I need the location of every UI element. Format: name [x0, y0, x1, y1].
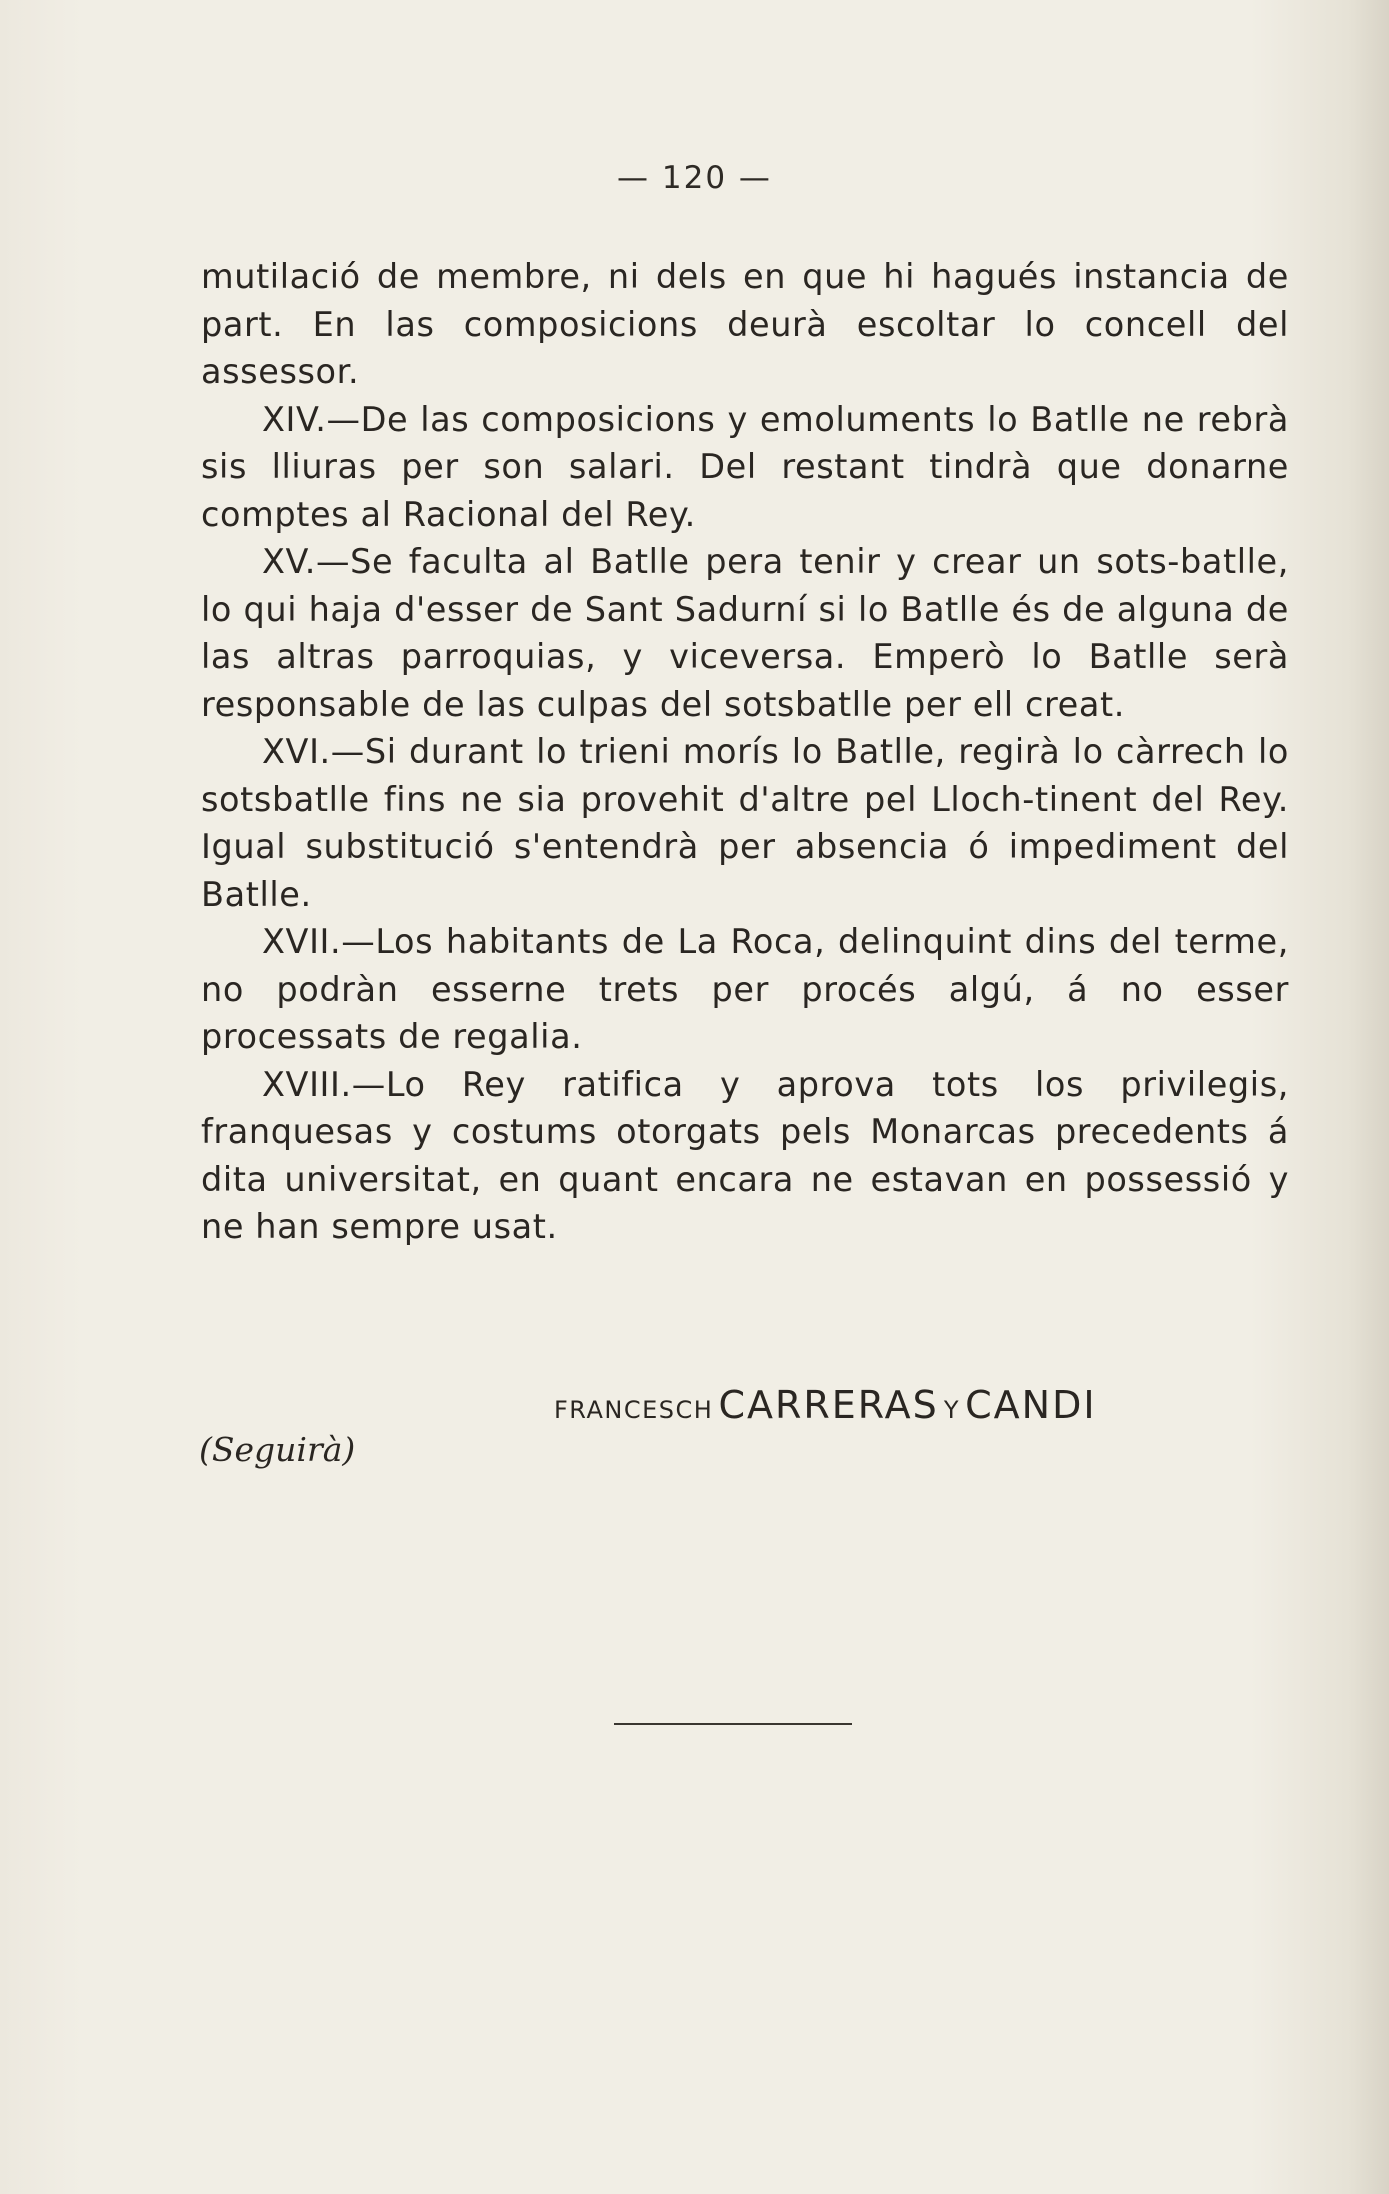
paragraph-xvi: XVI.—Si durant lo trieni morís lo Batlle, regirà lo càrrech lo sotsbatlle fins ne sia provehit d'altre pel Lloch-tinent del Rey. Igual substitució s'entendrà per absencia ó impediment del Batlle.: [201, 732, 1289, 914]
paragraph-continuation: mutilació de membre, ni dels en que hi hagués instancia de part. En las composicions deurà escoltar lo concell del assessor.: [201, 257, 1289, 391]
body-text: [201, 253, 1289, 1251]
paragraph-xiv: XIV.—De las composicions y emoluments lo Batlle ne rebrà sis lliuras per son salari. Del restant tindrà que donarne comptes al Racional del Rey.: [201, 399, 1289, 534]
paragraph-xv: XV.—Se faculta al Batlle pera tenir y crear un sots-batlle, lo qui haja d'esser de Sant Sadurní si lo Batlle és de alguna de las altras parroquias, y viceversa. Emperò lo Batlle serà responsable de las culpas del sotsbatlle per ell creat.: [201, 542, 1289, 724]
paragraph-xviii: XVIII.—Lo Rey ratifica y aprova tots los privilegis, franquesas y costums otorgats pels Monarcas precedents á dita universitat, en quant encara ne estavan en possessió y ne han sempre usat.: [201, 1064, 1289, 1246]
paragraph-xvii: XVII.—Los habitants de La Roca, delinquint dins del terme, no podràn esserne trets per procés algú, á no esser processats de regalia.: [201, 922, 1289, 1056]
continuation-note: (Seguirà): [199, 1430, 356, 1469]
end-rule-divider: [614, 1723, 852, 1725]
author-first-name: FRANCESCH: [554, 1396, 714, 1424]
author-conjunction: Y: [943, 1396, 961, 1424]
author-surname-2: CANDI: [965, 1383, 1097, 1427]
author-surname-1: CARRERAS: [718, 1383, 939, 1427]
author-signature: [554, 1383, 1289, 1427]
page-number: — 120 —: [617, 160, 772, 196]
